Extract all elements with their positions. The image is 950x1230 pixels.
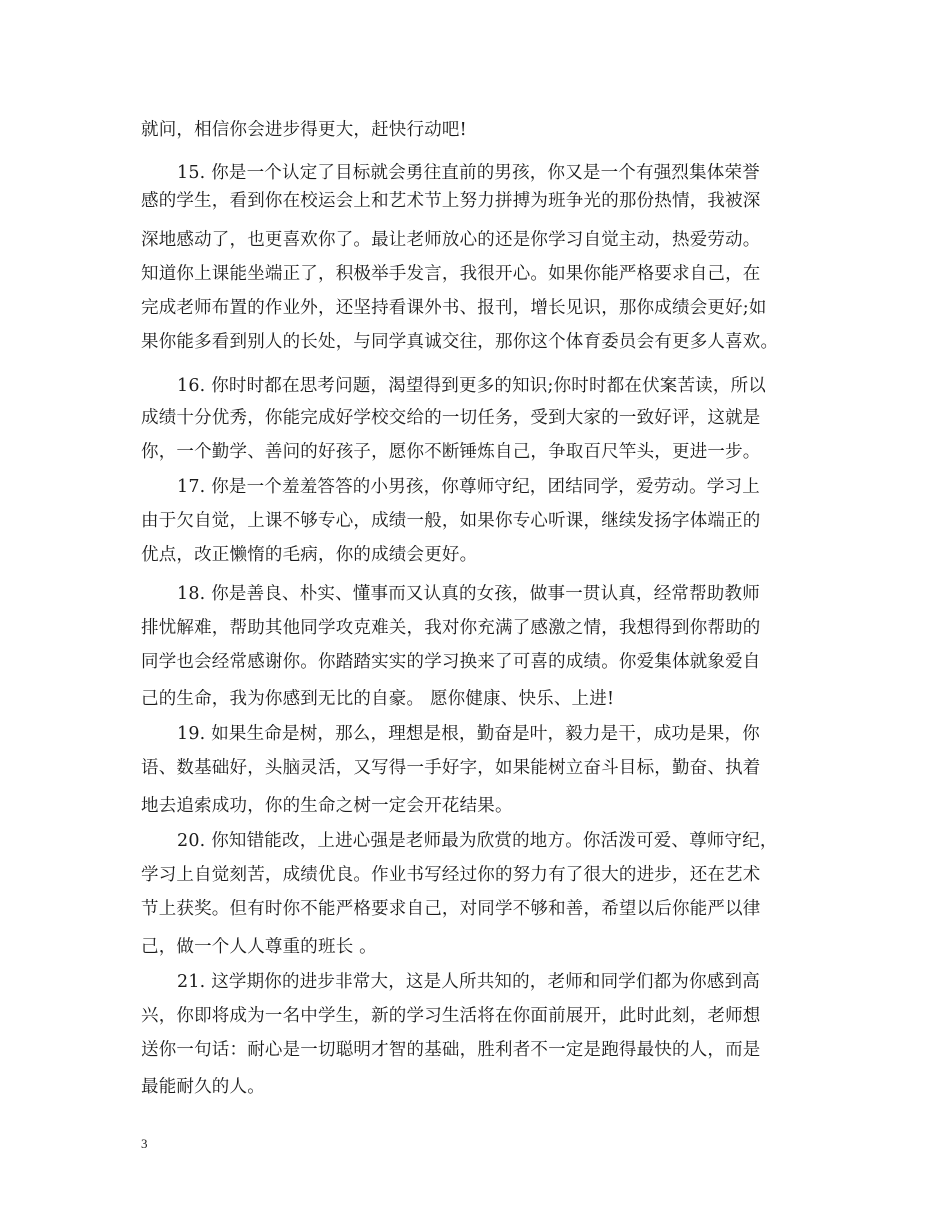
comment-20-line: 20. 你知错能改，上进心强是老师最为欣赏的地方。你活泼可爱、尊师守纪， [177,831,778,851]
comment-18-line: 18. 你是善良、朴实、懂事而又认真的女孩，做事一贯认真，经常帮助教师 [177,584,760,604]
comment-17-line: 17. 你是一个羞羞答答的小男孩，你尊师守纪，团结同学，爱劳动。学习上 [177,477,760,497]
text-line: 完成老师布置的作业外，还坚持看课外书、报刊，增长见识，那你成绩会更好;如 [141,298,767,318]
page-number: 3 [141,1136,148,1151]
text-line: 己的生命，我为你感到无比的自豪。 愿你健康、快乐、上进! [141,689,615,709]
text-line: 排忧解难，帮助其他同学攻克难关，我对你充满了感激之情，我想得到你帮助的 [141,618,761,638]
comment-21-line: 21. 这学期你的进步非常大，这是人所共知的，老师和同学们都为你感到高 [177,972,760,992]
text-line: 节上获奖。但有时你不能严格要求自己，对同学不够和善，希望以后你能严以律 [141,899,761,919]
text-line: 最能耐久的人。 [141,1077,265,1097]
text-line: 语、数基础好，头脑灵活，又写得一手好字，如果能树立奋斗目标，勤奋、执着 [141,758,761,778]
text-line: 感的学生，看到你在校运会上和艺术节上努力拼搏为班争光的那份热情，我被深 [141,191,761,211]
text-line: 由于欠自觉，上课不够专心，成绩一般，如果你专心听课，继续发扬字体端正的 [141,511,761,531]
text-line: 兴，你即将成为一名中学生，新的学习生活将在你面前展开，此时此刻，老师想 [141,1006,761,1026]
comment-19-line: 19. 如果生命是树，那么，理想是根，勤奋是叶，毅力是干，成功是果，你 [177,724,760,744]
comment-16-line: 16. 你时时都在思考问题，渴望得到更多的知识;你时时都在伏案苦读，所以 [177,376,766,396]
text-line: 果你能多看到别人的长处，与同学真诚交往，那你这个体育委员会有更多人喜欢。 [141,332,779,352]
text-line: 学习上自觉刻苦，成绩优良。作业书写经过你的努力有了很大的进步，还在艺术 [141,865,761,885]
comment-15-line: 15. 你是一个认定了目标就会勇往直前的男孩，你又是一个有强烈集体荣誉 [177,163,760,183]
text-line: 就问，相信你会进步得更大，赶快行动吧! [141,120,467,140]
text-line: 同学也会经常感谢你。你踏踏实实的学习换来了可喜的成绩。你爱集体就象爱自 [141,652,761,672]
text-line: 知道你上课能坐端正了，积极举手发言，我很开心。如果你能严格要求自己，在 [141,264,761,284]
text-line: 成绩十分优秀，你能完成好学校交给的一切任务，受到大家的一致好评，这就是 [141,408,761,428]
text-line: 送你一句话：耐心是一切聪明才智的基础，胜利者不一定是跑得最快的人，而是 [141,1040,761,1060]
text-line: 你，一个勤学、善问的好孩子，愿你不断锤炼自己，争取百尺竿头，更进一步。 [141,442,761,462]
text-line: 地去追索成功，你的生命之树一定会开花结果。 [141,796,513,816]
text-line: 己，做一个人人尊重的班长 。 [141,937,377,957]
text-line: 优点，改正懒惰的毛病，你的成绩会更好。 [141,545,478,565]
text-line: 深地感动了，也更喜欢你了。最让老师放心的还是你学习自觉主动，热爱劳动。 [141,230,761,250]
